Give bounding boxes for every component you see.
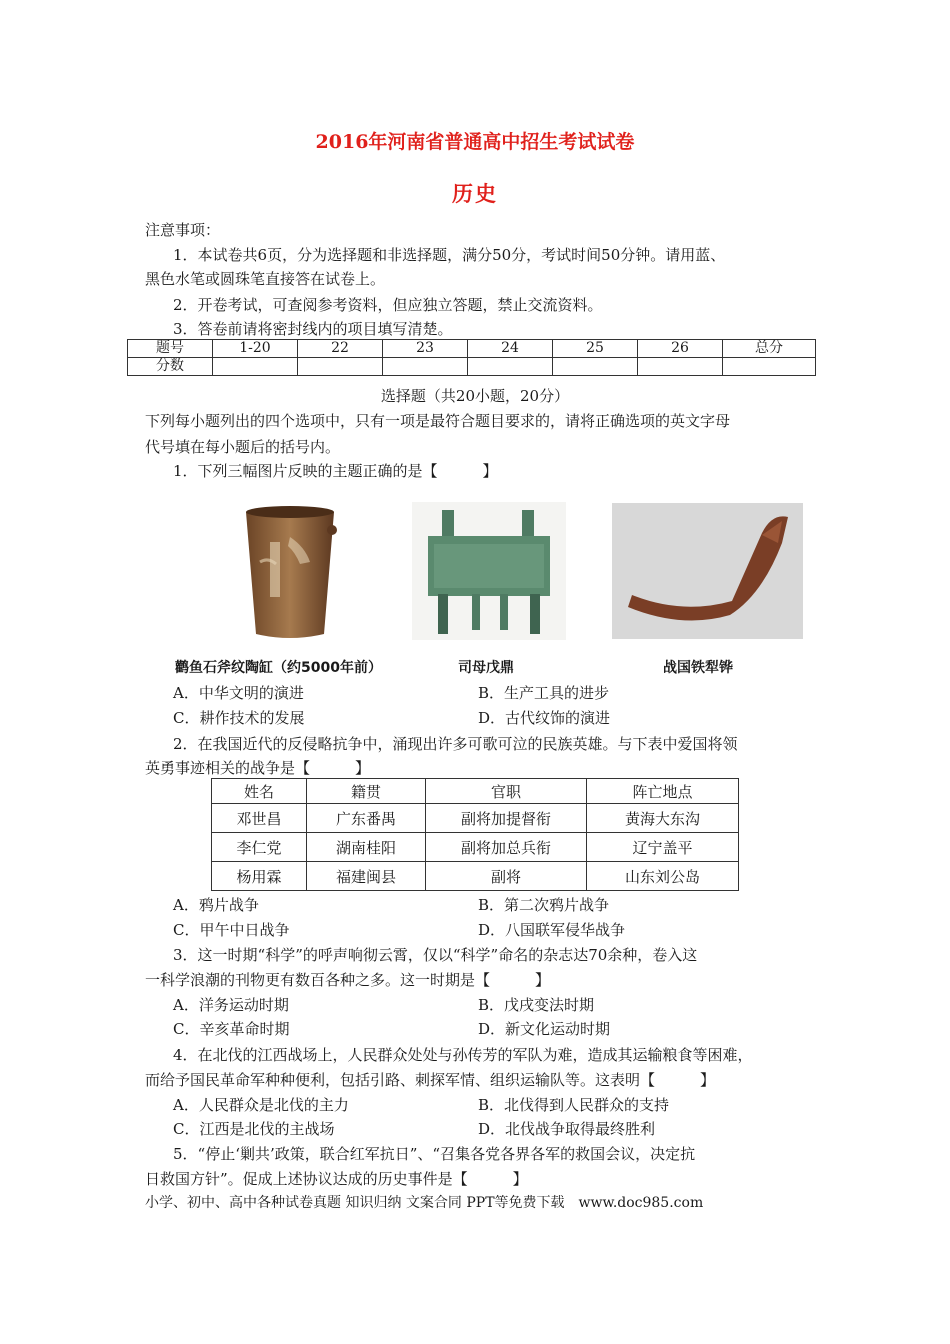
table-cell: 副将 bbox=[426, 862, 587, 891]
table-cell: 山东刘公岛 bbox=[587, 862, 739, 891]
page-footer: 小学、初中、高中各种试卷真题 知识归纳 文案合同 PPT等免费下载 www.doc985.com bbox=[145, 1195, 704, 1211]
question-5-stem: 5．“停止‘剿共’政策，联合红军抗日”、“召集各党各界各军的救国会议，决定抗 bbox=[173, 1145, 696, 1163]
option-a[interactable]: A．洋务运动时期 bbox=[173, 996, 289, 1014]
question-3-stem: 3．这一时期“科学”的呼声响彻云霄，仅以“科学”命名的杂志达70余种，卷入这 bbox=[173, 946, 698, 964]
score-cell[interactable] bbox=[383, 358, 468, 376]
table-cell: 湖南桂阳 bbox=[307, 833, 426, 862]
table-row bbox=[212, 862, 739, 891]
option-a[interactable]: A．中华文明的演进 bbox=[173, 684, 304, 702]
option-c[interactable]: C．江西是北伐的主战场 bbox=[173, 1120, 335, 1138]
image-caption: 司母戊鼎 bbox=[458, 660, 514, 676]
heroes-table-header-row bbox=[212, 779, 739, 804]
score-cell[interactable] bbox=[213, 358, 298, 376]
image-caption: 战国铁犁铧 bbox=[663, 660, 733, 676]
table-cell: 福建闽县 bbox=[307, 862, 426, 891]
exam-subject: 历史 bbox=[452, 181, 498, 206]
score-table-header-row bbox=[128, 340, 816, 358]
table-cell: 副将加总兵衔 bbox=[426, 833, 587, 862]
note-item: 3．答卷前请将密封线内的项目填写清楚。 bbox=[173, 320, 453, 338]
score-header-cell: 22 bbox=[298, 340, 383, 358]
option-b[interactable]: B．戊戌变法时期 bbox=[478, 996, 595, 1014]
heroes-header-cell: 籍贯 bbox=[307, 779, 426, 804]
section-instructions: 代号填在每小题后的括号内。 bbox=[145, 438, 341, 456]
note-item: 1．本试卷共6页，分为选择题和非选择题，满分50分，考试时间50分钟。请用蓝、 bbox=[173, 246, 726, 264]
option-a[interactable]: A．人民群众是北伐的主力 bbox=[173, 1096, 349, 1114]
image-caption: 鹳鱼石斧纹陶缸（约5000年前） bbox=[175, 660, 382, 676]
table-cell: 副将加提督衔 bbox=[426, 804, 587, 833]
score-header-cell: 23 bbox=[383, 340, 468, 358]
table-row bbox=[212, 833, 739, 862]
option-d[interactable]: D．八国联军侵华战争 bbox=[478, 921, 626, 939]
bronze-ding-vessel-image bbox=[412, 502, 566, 640]
score-row-label: 分数 bbox=[128, 358, 213, 376]
section-title: 选择题（共20小题，20分） bbox=[380, 387, 570, 405]
score-header-cell: 总分 bbox=[723, 340, 816, 358]
heroes-table bbox=[211, 778, 739, 891]
option-c[interactable]: C．甲午中日战争 bbox=[173, 921, 290, 939]
option-b[interactable]: B．北伐得到人民群众的支持 bbox=[478, 1096, 670, 1114]
question-4-stem: 而给予国民革命军种种便利，包括引路、刺探军情、组织运输队等。这表明【 】 bbox=[145, 1071, 716, 1089]
table-cell: 辽宁盖平 bbox=[587, 833, 739, 862]
score-header-cell: 1-20 bbox=[213, 340, 298, 358]
option-d[interactable]: D．北伐战争取得最终胜利 bbox=[478, 1120, 656, 1138]
table-cell: 广东番禺 bbox=[307, 804, 426, 833]
note-item: 2．开卷考试，可查阅参考资料，但应独立答题，禁止交流资料。 bbox=[173, 296, 603, 314]
heroes-header-cell: 阵亡地点 bbox=[587, 779, 739, 804]
option-c[interactable]: C．耕作技术的发展 bbox=[173, 709, 305, 727]
score-cell[interactable] bbox=[298, 358, 383, 376]
question-3-stem: 一科学浪潮的刊物更有数百各种之多。这一时期是【 】 bbox=[145, 971, 551, 989]
option-a[interactable]: A．鸦片战争 bbox=[173, 896, 259, 914]
score-header-cell: 题号 bbox=[128, 340, 213, 358]
table-cell: 邓世昌 bbox=[212, 804, 307, 833]
question-4-stem: 4．在北伐的江西战场上，人民群众处处与孙传芳的军队为难，造成其运输粮食等困难， bbox=[173, 1046, 753, 1064]
note-item: 黑色水笔或圆珠笔直接答在试卷上。 bbox=[145, 270, 386, 288]
question-5-stem: 日救国方针”。促成上述协议达成的历史事件是【 】 bbox=[145, 1170, 528, 1188]
heroes-header-cell: 姓名 bbox=[212, 779, 307, 804]
option-b[interactable]: B．第二次鸦片战争 bbox=[478, 896, 610, 914]
score-table-value-row bbox=[128, 358, 816, 376]
score-cell[interactable] bbox=[468, 358, 553, 376]
heroes-header-cell: 官职 bbox=[426, 779, 587, 804]
question-2-stem: 2．在我国近代的反侵略抗争中，涌现出许多可歌可泣的民族英雄。与下表中爱国将领 bbox=[173, 735, 738, 753]
question-2-stem: 英勇事迹相关的战争是【 】 bbox=[145, 759, 371, 777]
score-table bbox=[127, 339, 816, 376]
table-cell: 李仁党 bbox=[212, 833, 307, 862]
notes-heading: 注意事项： bbox=[145, 221, 221, 239]
table-row bbox=[212, 804, 739, 833]
score-cell[interactable] bbox=[723, 358, 816, 376]
score-cell[interactable] bbox=[638, 358, 723, 376]
question-1-stem: 1．下列三幅图片反映的主题正确的是【 】 bbox=[173, 462, 498, 480]
option-d[interactable]: D．古代纹饰的演进 bbox=[478, 709, 611, 727]
option-b[interactable]: B．生产工具的进步 bbox=[478, 684, 610, 702]
option-d[interactable]: D．新文化运动时期 bbox=[478, 1020, 611, 1038]
exam-title: 2016年河南省普通高中招生考试试卷 bbox=[315, 131, 635, 153]
option-c[interactable]: C．辛亥革命时期 bbox=[173, 1020, 290, 1038]
iron-plough-share-image bbox=[612, 503, 803, 639]
score-header-cell: 26 bbox=[638, 340, 723, 358]
table-cell: 杨用霖 bbox=[212, 862, 307, 891]
painted-pottery-jar-image bbox=[240, 502, 340, 642]
section-instructions: 下列每小题列出的四个选项中，只有一项是最符合题目要求的，请将正确选项的英文字母 bbox=[145, 412, 731, 430]
score-cell[interactable] bbox=[553, 358, 638, 376]
score-header-cell: 24 bbox=[468, 340, 553, 358]
score-header-cell: 25 bbox=[553, 340, 638, 358]
table-cell: 黄海大东沟 bbox=[587, 804, 739, 833]
